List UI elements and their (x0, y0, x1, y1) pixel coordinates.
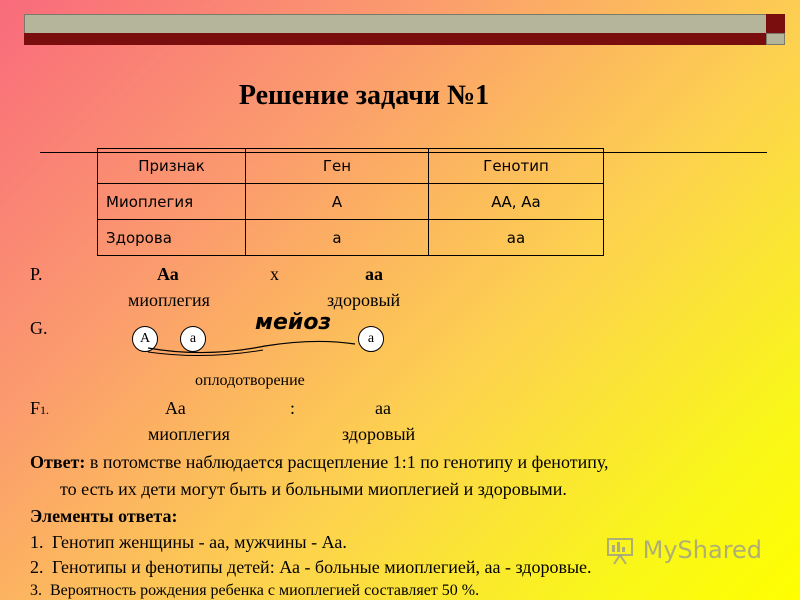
list-text: Генотипы и фенотипы детей: Аа - больные миоплегией, аа - здоровые. (52, 557, 592, 577)
column-header: Ген (246, 149, 429, 184)
cross-sign: х (270, 264, 279, 284)
f1-letter: F (30, 398, 41, 418)
elements-heading: Элементы ответа: (30, 506, 178, 526)
table-cell: аа (429, 220, 604, 256)
watermark-logo (605, 536, 762, 565)
column-header: Генотип (429, 149, 604, 184)
column-header: Признак (98, 149, 246, 184)
table-row (98, 220, 604, 256)
presentation-icon (605, 536, 643, 564)
page-title: Решение задачи №1 (238, 80, 490, 111)
slide-corner-block (766, 14, 785, 33)
watermark-text: MyShared (642, 536, 763, 564)
ratio-sign: : (290, 398, 296, 418)
offspring2-genotype: аа (375, 398, 391, 418)
table-row (98, 184, 604, 220)
table-cell: а (246, 220, 429, 256)
offspring1-phenotype: миоплегия (148, 424, 230, 444)
trait-table (97, 148, 604, 256)
f1-label (30, 398, 49, 419)
f1-subscript: 1. (40, 403, 50, 417)
slide-top-bar (24, 14, 768, 34)
parents-label: P. (30, 264, 43, 284)
list-text: Вероятность рождения ребенка с миоплегией составляет 50 %. (50, 582, 480, 599)
list-item (30, 532, 347, 553)
slide-top-bar-accent (24, 33, 766, 45)
gamete-circle: а (358, 326, 384, 352)
table-cell: АА, Аа (429, 184, 604, 220)
answer-line (30, 452, 609, 473)
meiosis-label: мейоз (255, 310, 332, 335)
gametes-label: G. (30, 318, 48, 338)
list-number: 1. (30, 532, 44, 552)
answer-label: Ответ: (30, 452, 86, 472)
table-cell: Здорова (98, 220, 246, 256)
offspring2-phenotype: здоровый (342, 424, 416, 444)
slide-corner-block (766, 33, 785, 45)
meiosis-arc (145, 330, 360, 360)
parent2-genotype: аа (365, 264, 383, 284)
table-cell: А (246, 184, 429, 220)
list-item (30, 557, 592, 578)
table-cell: Миоплегия (98, 184, 246, 220)
table-header-row (98, 149, 604, 184)
parent2-phenotype: здоровый (327, 290, 401, 310)
list-text: Генотип женщины - аа, мужчины - Аа. (52, 532, 347, 552)
gamete-circle: а (180, 326, 206, 352)
offspring1-genotype: Аа (165, 398, 186, 418)
answer-text-continued: то есть их дети могут быть и больными миоплегией и здоровыми. (60, 479, 567, 499)
parent1-genotype: Аа (157, 264, 179, 284)
answer-text: в потомстве наблюдается расщепление 1:1 по генотипу и фенотипу, (85, 452, 609, 472)
list-number: 2. (30, 557, 44, 577)
list-number: 3. (30, 582, 42, 599)
list-item (30, 582, 479, 600)
gamete-circle: А (132, 326, 158, 352)
fertilization-label: оплодотворение (195, 372, 305, 389)
parent1-phenotype: миоплегия (128, 290, 210, 310)
